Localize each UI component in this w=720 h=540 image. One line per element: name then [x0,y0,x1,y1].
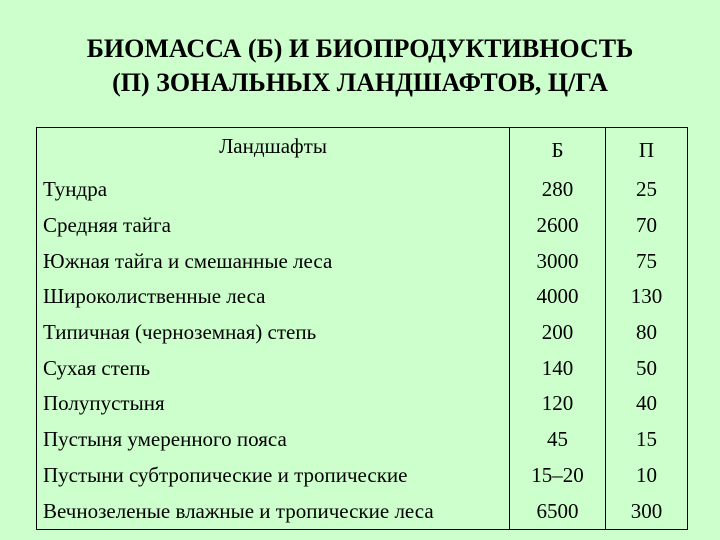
table-header-row [37,128,688,173]
productivity-cell: 10 [606,458,688,494]
table-row [37,458,688,494]
table-row [37,350,688,386]
landscape-name-cell: Сухая степь [37,350,510,386]
header-biomass: Б [510,128,606,173]
biomass-cell: 280 [510,172,606,208]
biomass-cell: 4000 [510,279,606,315]
biomass-cell: 45 [510,422,606,458]
header-landscapes: Ландшафты [37,128,510,173]
productivity-cell: 40 [606,386,688,422]
landscape-name-cell: Тундра [37,172,510,208]
header-productivity: П [606,128,688,173]
table-row [37,279,688,315]
landscape-name-cell: Южная тайга и смешанные леса [37,243,510,279]
landscape-name-cell: Типичная (черноземная) степь [37,315,510,351]
page-title [0,32,720,100]
biomass-cell: 2600 [510,208,606,244]
title-line-2: (П) ЗОНАЛЬНЫХ ЛАНДШАФТОВ, Ц/ГА [112,68,608,97]
landscape-name-cell: Пустыни субтропические и тропические [37,458,510,494]
table-row [37,208,688,244]
landscape-name-cell: Вечнозеленые влажные и тропические леса [37,493,510,529]
biomass-cell: 200 [510,315,606,351]
productivity-cell: 25 [606,172,688,208]
biomass-cell: 120 [510,386,606,422]
landscape-name-cell: Широколиственные леса [37,279,510,315]
productivity-cell: 50 [606,350,688,386]
productivity-cell: 75 [606,243,688,279]
productivity-cell: 130 [606,279,688,315]
table-row [37,243,688,279]
landscape-name-cell: Полупустыня [37,386,510,422]
landscape-table [36,127,688,530]
table-row [37,172,688,208]
biomass-cell: 6500 [510,493,606,529]
productivity-cell: 80 [606,315,688,351]
landscape-name-cell: Средняя тайга [37,208,510,244]
table-row [37,493,688,529]
landscape-name-cell: Пустыня умеренного пояса [37,422,510,458]
productivity-cell: 15 [606,422,688,458]
biomass-cell: 140 [510,350,606,386]
table-row [37,422,688,458]
table-row [37,386,688,422]
productivity-cell: 300 [606,493,688,529]
table-row [37,315,688,351]
biomass-cell: 15–20 [510,458,606,494]
productivity-cell: 70 [606,208,688,244]
biomass-cell: 3000 [510,243,606,279]
title-line-1: БИОМАССА (Б) И БИОПРОДУКТИВНОСТЬ [86,34,634,63]
